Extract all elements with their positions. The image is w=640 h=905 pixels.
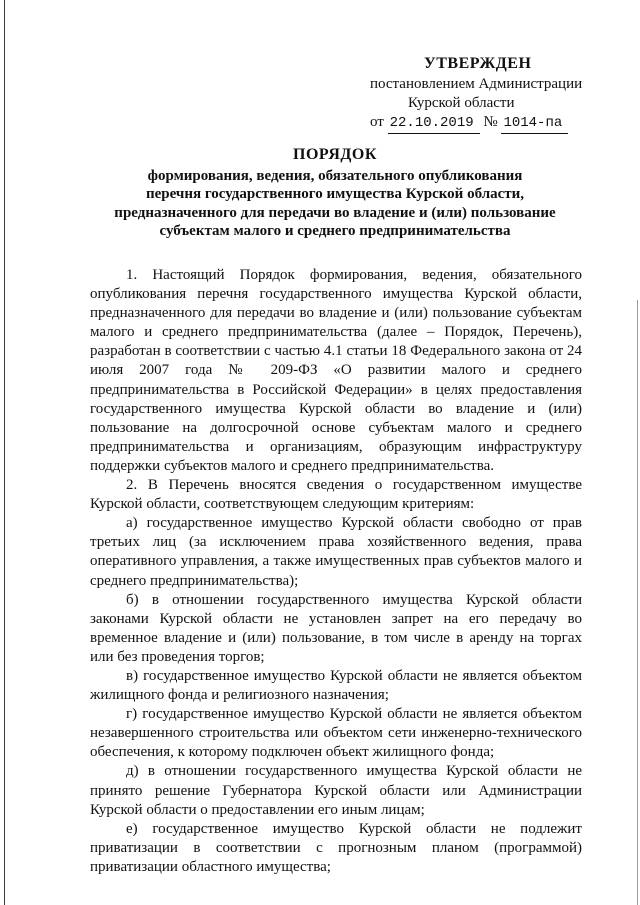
document-title: ПОРЯДОК [293,146,377,163]
approval-region: Курской области [408,95,515,111]
heading-line: формирования, ведения, обязательного опубликования [147,167,523,184]
date-value: 22.10.2019 [388,114,480,134]
criterion-d: д) в отношении государственного имущества Курской области не принято решение Губернатора Курской области или Администрации Курской области о предоставлении его иным лицам; [90,763,582,818]
criterion-v: в) государственное имущество Курской области не является объектом жилищного фонда и религиозного назначения; [90,667,582,704]
approval-block [360,54,600,134]
criterion-b: б) в отношении государственного имущества Курской области законами Курской области не установлен запрет на его передачу во временное владение и (или) пользование, в том числе в аренду на торгах или без проведения торгов; [90,591,582,665]
number-prefix: № [483,114,498,130]
heading-line: предназначенного для передачи во владение и (или) пользование [114,204,556,221]
document-heading [100,146,570,241]
scan-edge-left [4,0,5,905]
document-body [90,266,582,877]
approval-title: УТВЕРЖДЕН [424,55,532,72]
criterion-g: г) государственное имущество Курской области не является объектом незавершенного строительства или объектом сети инженерно-технического обеспечения, к которому подключен объект жилищного фонда; [90,706,582,761]
approval-date-number [360,113,600,134]
approval-issuer: постановлением Администрации [370,76,583,92]
criterion-e: е) государственное имущество Курской области не подлежит приватизации в соответствии с прогнозным планом (программой) приватизации областного имущества; [90,820,582,875]
heading-line: перечня государственного имущества Курской области, [145,186,525,203]
paragraph-1: 1. Настоящий Порядок формирования, ведения, обязательного опубликования перечня государственного имущества Курской области, предназначенного для передачи во владение и (или) пользование субъектам малого и среднего предпринимательства (далее – Порядок, Перечень), разработан в соответствии с частью 4.1 статьи 18 Федерального закона от 24 июля 2007 года № 209-ФЗ «О развитии малого и среднего предпринимательства в Российской Федерации» в целях предоставления государственного имущества Курской области во владение и (или) пользование на долгосрочной основе субъектам малого и среднего предпринимательства и организациям, образующим инфраструктуру поддержки субъектов малого и среднего предпринимательства. [90,267,582,474]
paragraph-2: 2. В Перечень вносятся сведения о государственном имуществе Курской области, соответствующем следующим критериям: [90,477,582,513]
scan-edge-right [637,300,638,905]
date-prefix: от [370,114,384,130]
heading-line: субъектам малого и среднего предпринимательства [159,223,511,240]
number-value: 1014-па [501,114,568,134]
criterion-a: а) государственное имущество Курской области свободно от прав третьих лиц (за исключением права хозяйственного ведения, права оперативного управления, а также имущественных прав субъектов малого и среднего предпринимательства); [90,515,582,589]
